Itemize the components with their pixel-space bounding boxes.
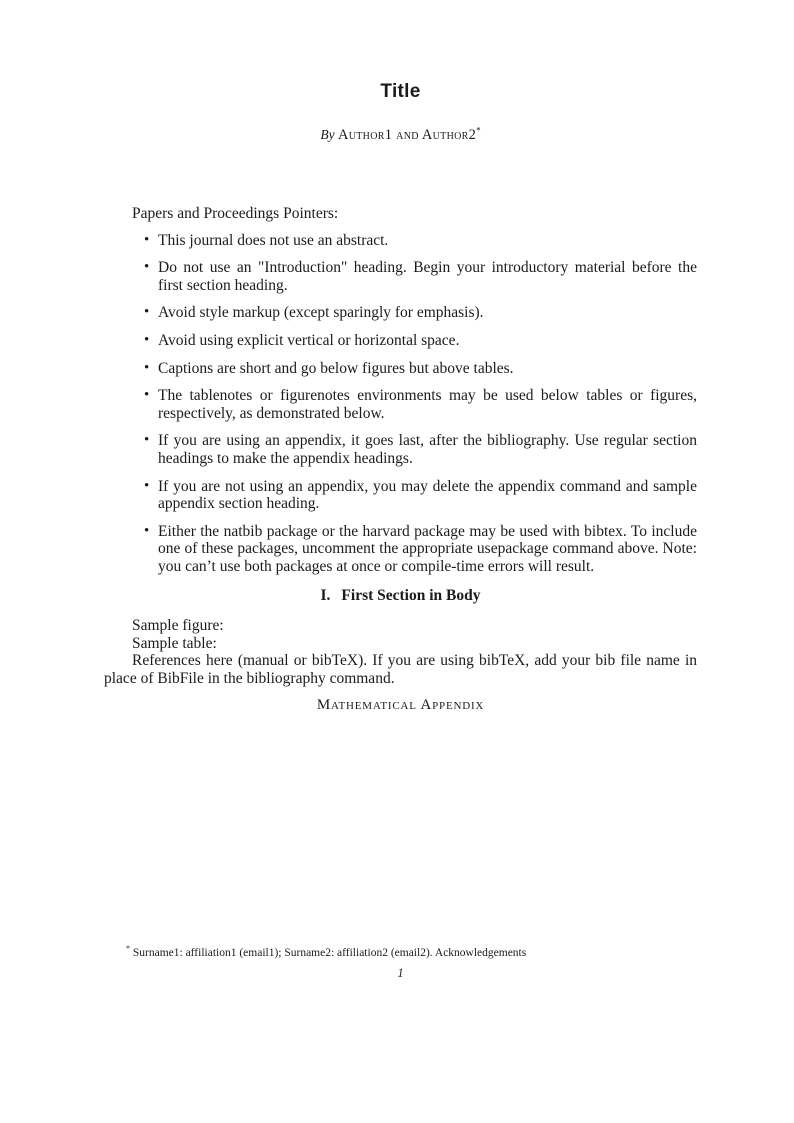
footnote-mark: * bbox=[126, 944, 130, 954]
author-names: Author1 and Author2 bbox=[337, 127, 477, 143]
author-footnote-mark: * bbox=[476, 125, 481, 136]
pointer-list-item: • Either the natbib package or the harvard package may be used with bibtex. To include one of these packages, uncomment the appropriate usepackage command above. Note: you can’t use both packages at once or compile-time errors will result. bbox=[158, 523, 697, 576]
pointer-list-item: • Avoid using explicit vertical or horizontal space. bbox=[158, 332, 697, 350]
body-paragraph: References here (manual or bibTeX). If you are using bibTeX, add your bib file name in place of BibFile in the bibliography command. bbox=[104, 652, 697, 687]
page-number: 1 bbox=[397, 966, 404, 980]
body-paragraphs bbox=[104, 617, 697, 687]
section-number: I. bbox=[320, 586, 331, 604]
byline-by-label: By bbox=[320, 127, 335, 142]
footnote bbox=[104, 946, 697, 960]
pointer-list-item: • Captions are short and go below figures but above tables. bbox=[158, 360, 697, 378]
pointer-list-item: • If you are not using an appendix, you may delete the appendix command and sample appendix section heading. bbox=[158, 478, 697, 513]
byline bbox=[104, 127, 697, 143]
paper-title: Title bbox=[380, 81, 421, 102]
footnote-text: Surname1: affiliation1 (email1); Surname2: affiliation2 (email2). Acknowledgements bbox=[132, 947, 527, 959]
intro-paragraph: Papers and Proceedings Pointers: bbox=[132, 205, 339, 222]
body-paragraph: Sample table: bbox=[132, 634, 217, 652]
body-paragraph: Sample figure: bbox=[132, 617, 224, 635]
section-title: First Section in Body bbox=[341, 586, 481, 604]
pointer-list-item: • The tablenotes or figurenotes environments may be used below tables or figures, respectively, as demonstrated below. bbox=[158, 387, 697, 422]
section-heading bbox=[104, 587, 697, 605]
pointer-list-item: • Do not use an "Introduction" heading. Begin your introductory material before the first section heading. bbox=[158, 259, 697, 294]
pointers-list bbox=[104, 232, 697, 576]
pointer-list-item: • If you are using an appendix, it goes last, after the bibliography. Use regular section headings to make the appendix headings. bbox=[158, 432, 697, 467]
pointer-list-item: • This journal does not use an abstract. bbox=[158, 232, 697, 250]
document-body bbox=[104, 0, 697, 715]
pointer-list-item: • Avoid style markup (except sparingly for emphasis). bbox=[158, 304, 697, 322]
appendix-heading: Mathematical Appendix bbox=[316, 697, 485, 714]
